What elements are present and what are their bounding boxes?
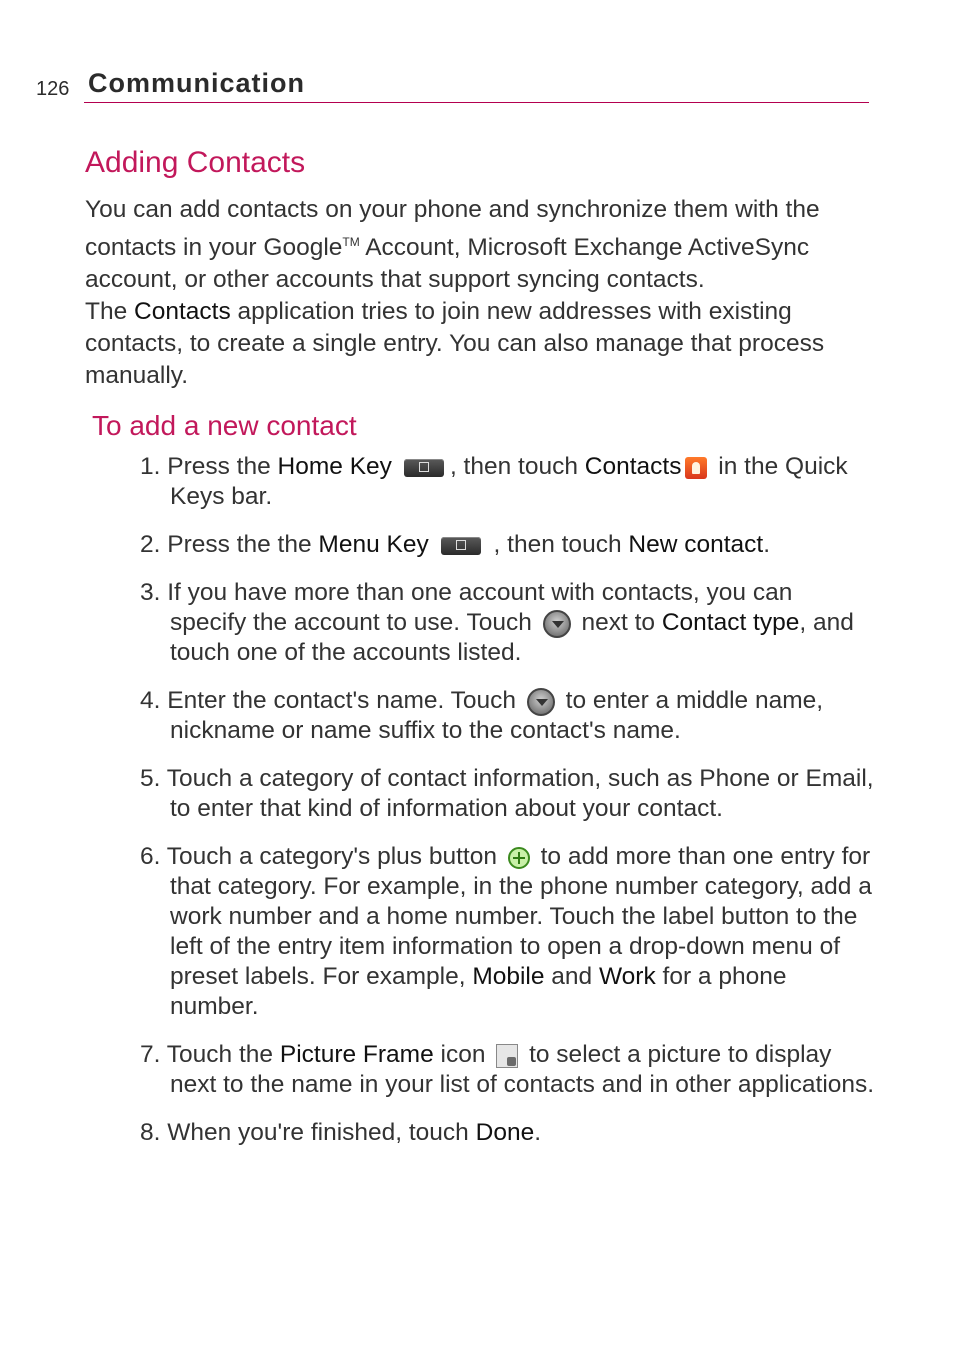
trademark-mark: TM [342,235,360,249]
step-3 [140,578,875,668]
step-7 [140,1040,875,1100]
step-7-text-a: 7. Touch the [140,1041,280,1068]
section-title: Communication [88,68,306,98]
step-1-text-c: , then touch [449,453,585,480]
intro-text-1: You can add contacts on your phone and synchronize them with the contacts in your Google [85,196,820,262]
contacts-label: Contacts [584,453,682,480]
step-6-text-f: for a phone number. [170,963,787,1020]
menu-key-label: Menu Key [318,531,429,558]
step-7-text-d: to select a picture to display next to the name in your list of contacts and in other applications. [170,1041,875,1098]
page-title: Adding Contacts [85,146,306,179]
step-1 [140,452,875,512]
intro-text-4: application tries to join new addresses with existing contacts, to create a single entry. You can also manage that process manually. [85,298,825,390]
intro-paragraph [85,194,875,392]
step-7-text-c: icon [433,1041,493,1068]
step-5 [140,764,875,824]
step-3-text-b: next to [574,609,662,636]
step-8-text-c: . [534,1119,542,1146]
step-2-text-c: , then touch [486,531,629,558]
plus-icon [508,847,530,869]
step-2-text-e: . [763,531,770,558]
step-1-text-e: in the Quick Keys bar. [170,453,848,510]
step-4-text-a: 4. Enter the contact's name. Touch [140,687,523,714]
menu-key-icon [441,537,481,555]
step-6-text-d: and [544,963,599,990]
page-header [36,68,869,104]
done-label: Done [475,1119,535,1146]
step-3-text-d: , and touch one of the accounts listed. [170,609,854,666]
step-1-text-a: 1. Press the [140,453,278,480]
header-divider [84,102,869,103]
step-8 [140,1118,875,1148]
step-2-text-a: 2. Press the the [140,531,319,558]
work-label: Work [599,963,656,990]
step-6-text-a: 6. Touch a category's plus button [140,843,504,870]
page-number: 126 [36,78,70,100]
step-5-text-a: 5. Touch a category of contact information, such as Phone or Email, to enter that kind of information about your contact. [140,765,874,822]
step-2 [140,530,875,560]
picture-frame-label: Picture Frame [279,1041,434,1068]
expand-arrow-icon [543,610,571,638]
home-key-icon [404,459,444,477]
picture-frame-icon [496,1044,518,1068]
step-4 [140,686,875,746]
step-8-text-a: 8. When you're finished, touch [140,1119,476,1146]
mobile-label: Mobile [472,963,545,990]
intro-text-3: The [85,298,135,326]
intro-text-2: Account, Microsoft Exchange ActiveSync account, or other accounts that support syncing contacts. [85,234,810,294]
contacts-app-name: Contacts [134,298,231,326]
step-6 [140,842,875,1022]
expand-arrow-icon [527,688,555,716]
subsection-title: To add a new contact [92,410,357,441]
new-contact-label: New contact [628,531,764,558]
steps-list [140,452,875,1166]
step-3-text-a: 3. If you have more than one account with contacts, you can specify the account to use. Touch [140,579,793,636]
home-key-label: Home Key [277,453,392,480]
contact-type-label: Contact type [661,609,800,636]
step-6-text-b: to add more than one entry for that category. For example, in the phone number category, add a work number and a home number. Touch the label button to the left of the entry item information to open a drop-down menu of preset labels. For example, [170,843,872,990]
contacts-app-icon [685,457,707,479]
step-4-text-b: to enter a middle name, nickname or name suffix to the contact's name. [170,687,824,744]
